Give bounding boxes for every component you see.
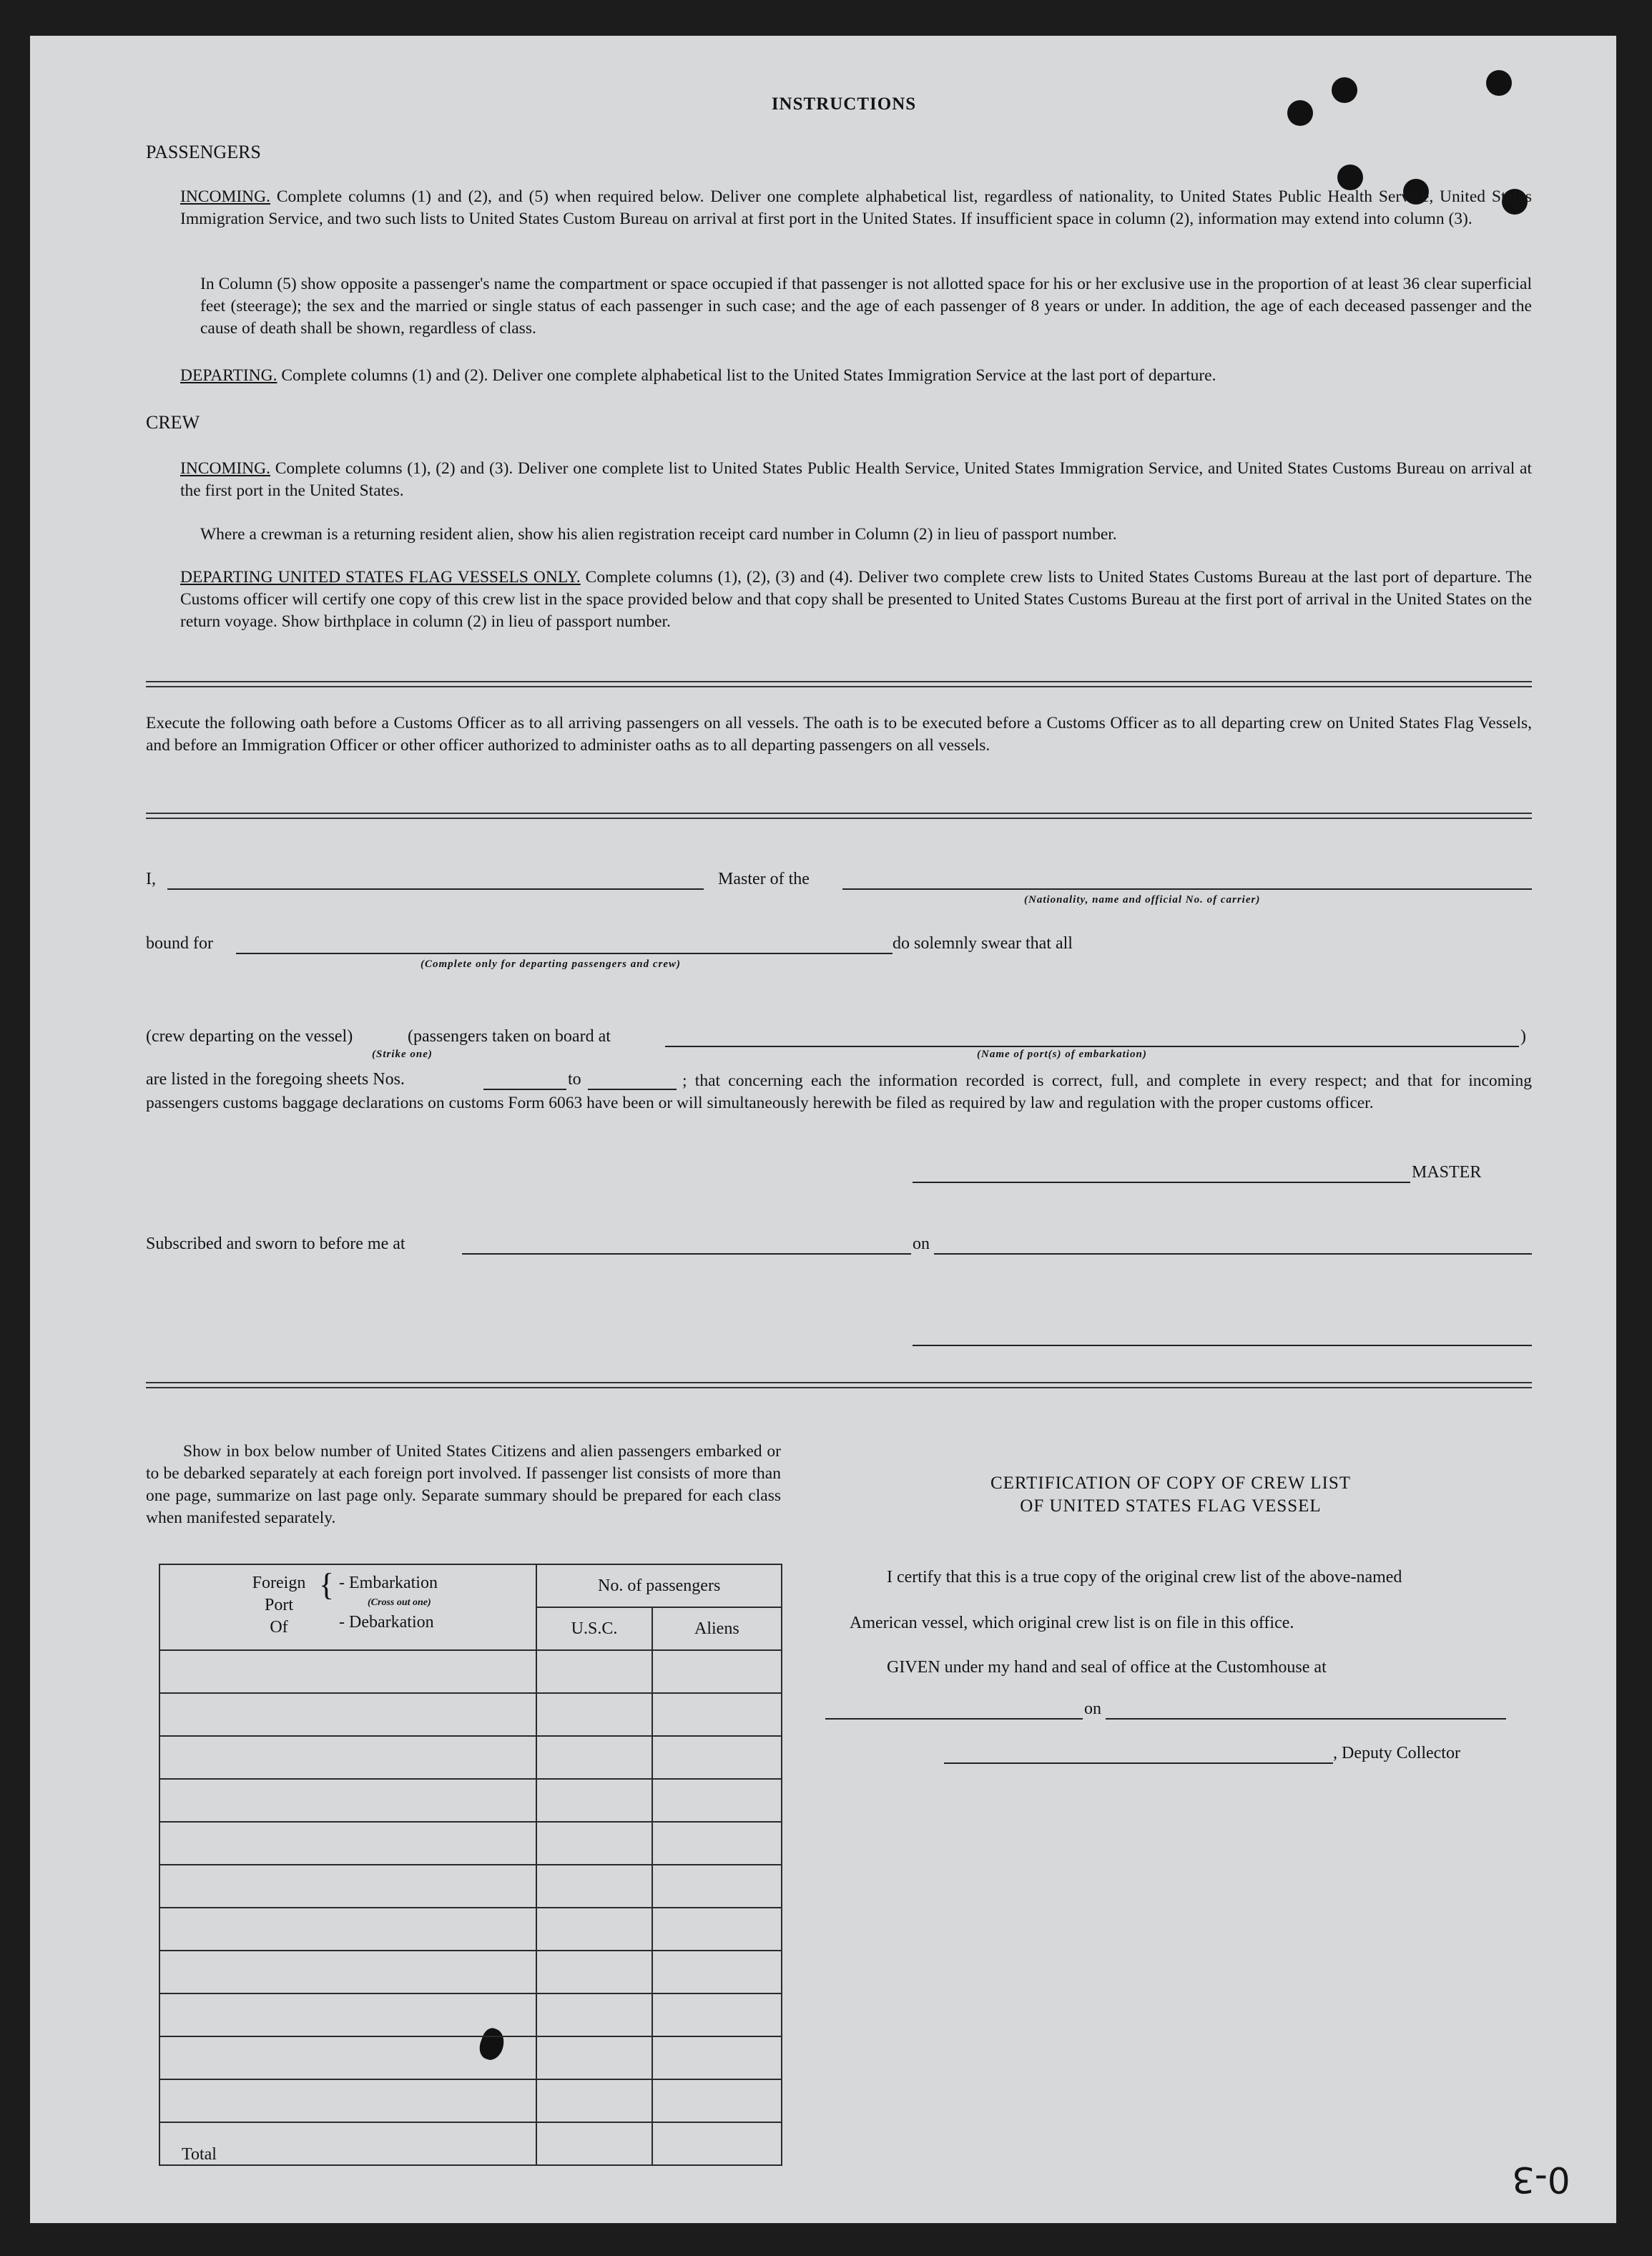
aliens-cell[interactable]	[652, 1951, 782, 1993]
crew-incoming-text: Complete columns (1), (2) and (3). Deliver one complete list to United States Public Health Service, United States Immigration Service, and United States Customs Bureau on arrival at the first port in the United States.	[180, 459, 1532, 500]
embarkation-ports-field[interactable]	[665, 1046, 1519, 1047]
ports-caption: (Name of port(s) of embarkation)	[977, 1049, 1147, 1060]
aliens-cell[interactable]	[652, 1693, 782, 1736]
summary-instructions: Show in box below number of United States Citizens and alien passengers embarked or to be debarked separately at each foreign port involved. If passenger list consists of more than one page, summarize on last page only. Separate summary should be prepared for each class when manifested separately.	[146, 1442, 781, 1527]
total-label: Total	[159, 2122, 536, 2165]
port-cell[interactable]	[159, 1779, 536, 1822]
port-cell[interactable]	[159, 1650, 536, 1693]
carrier-caption: (Nationality, name and official No. of carrier)	[1024, 894, 1261, 906]
crew-departing-text: Complete columns (1), (2), (3) and (4). Deliver two complete crew lists to United States Customs Bureau at the last port of departure. The Customs officer will certify one copy of this crew list in the space provided below and that copy shall be presented to United States Customs Bureau at the first port of arrival in the United States on the return voyage. Show birthplace in column (2) in lieu of passport number.	[180, 568, 1533, 631]
of-label: Of	[270, 1618, 288, 1637]
usc-cell[interactable]	[536, 1865, 652, 1908]
section-divider	[146, 1382, 1532, 1388]
oath-i-label: I,	[146, 870, 156, 888]
no-of-passengers-header: No. of passengers	[536, 1564, 782, 1607]
usc-cell[interactable]	[536, 1779, 652, 1822]
punch-hole	[1486, 70, 1512, 96]
usc-cell[interactable]	[536, 1822, 652, 1865]
table-row	[159, 1908, 782, 1951]
usc-cell[interactable]	[536, 2036, 652, 2079]
subscribed-label: Subscribed and sworn to before me at	[146, 1235, 405, 1253]
strike-caption: (Strike one)	[372, 1049, 433, 1060]
officer-signature-field[interactable]	[913, 1345, 1532, 1346]
usc-cell[interactable]	[536, 1993, 652, 2036]
aliens-cell[interactable]	[652, 1650, 782, 1693]
aliens-cell[interactable]	[652, 1865, 782, 1908]
master-of-label: Master of the	[718, 870, 810, 888]
listed-prefix: are listed in the foregoing sheets Nos.	[146, 1070, 405, 1089]
certification-on-label: on	[1084, 1700, 1101, 1718]
certification-title-line1: CERTIFICATION OF COPY OF CREW LIST	[990, 1473, 1352, 1493]
passenger-summary-table	[159, 1564, 782, 2166]
table-row	[159, 2079, 782, 2122]
table-row	[159, 1822, 782, 1865]
foreign-label: Foreign	[252, 1574, 306, 1592]
total-usc-cell[interactable]	[536, 2122, 652, 2165]
port-cell[interactable]	[159, 1693, 536, 1736]
aliens-header: Aliens	[652, 1607, 782, 1650]
port-cell[interactable]	[159, 1951, 536, 1993]
port-cell[interactable]	[159, 1865, 536, 1908]
embarkation-option[interactable]: - Embarkation	[339, 1574, 438, 1592]
usc-cell[interactable]	[536, 1908, 652, 1951]
port-cell[interactable]	[159, 1993, 536, 2036]
section-divider	[146, 681, 1532, 687]
certification-title-line2: OF UNITED STATES FLAG VESSEL	[1020, 1496, 1322, 1516]
port-cell[interactable]	[159, 1736, 536, 1779]
listed-text	[146, 1070, 1532, 1114]
usc-cell[interactable]	[536, 1951, 652, 1993]
crew-incoming-paragraph	[180, 458, 1532, 502]
bound-for-field[interactable]	[236, 953, 893, 954]
debarkation-option[interactable]: - Debarkation	[339, 1613, 434, 1632]
sworn-place-field[interactable]	[462, 1253, 911, 1255]
port-header-cell	[159, 1564, 536, 1650]
to-label: to	[568, 1070, 581, 1089]
table-row	[159, 1865, 782, 1908]
given-line: GIVEN under my hand and seal of office at the Customhouse at	[887, 1658, 1327, 1677]
passengers-heading: PASSENGERS	[146, 142, 261, 162]
crew-heading: CREW	[146, 412, 200, 433]
total-aliens-cell[interactable]	[652, 2122, 782, 2165]
master-label: MASTER	[1412, 1163, 1482, 1182]
aliens-cell[interactable]	[652, 1779, 782, 1822]
passengers-departing-text: Complete columns (1) and (2). Deliver one complete alphabetical list to the United States Immigration Service at the last port of departure.	[281, 366, 1216, 385]
passengers-departing-label: DEPARTING.	[180, 366, 277, 385]
sworn-on-label: on	[913, 1235, 930, 1253]
section-divider	[146, 813, 1532, 819]
sworn-date-field[interactable]	[934, 1253, 1532, 1255]
certify-line2: American vessel, which original crew list is on file in this office.	[850, 1614, 1294, 1632]
passengers-incoming-paragraph	[180, 186, 1532, 230]
port-label: Port	[264, 1596, 293, 1614]
aliens-cell[interactable]	[652, 1822, 782, 1865]
usc-cell[interactable]	[536, 1736, 652, 1779]
usc-cell[interactable]	[536, 1693, 652, 1736]
total-row	[159, 2122, 782, 2165]
deputy-collector-label: , Deputy Collector	[1333, 1744, 1460, 1762]
port-cell[interactable]	[159, 1822, 536, 1865]
aliens-cell[interactable]	[652, 2036, 782, 2079]
master-name-field[interactable]	[167, 888, 704, 890]
certification-date-field[interactable]	[1106, 1718, 1506, 1720]
table-row	[159, 1693, 782, 1736]
customhouse-field[interactable]	[825, 1718, 1083, 1720]
usc-cell[interactable]	[536, 2079, 652, 2122]
brace-mark: {	[319, 1567, 335, 1602]
certify-line1: I certify that this is a true copy of the original crew list of the above-named	[887, 1568, 1402, 1586]
table-row	[159, 1951, 782, 1993]
table-row	[159, 1736, 782, 1779]
bound-for-label: bound for	[146, 934, 213, 953]
usc-cell[interactable]	[536, 1650, 652, 1693]
aliens-cell[interactable]	[652, 1908, 782, 1951]
column5-paragraph: In Column (5) show opposite a passenger's name the compartment or space occupied if that passenger is not allotted space for his or her exclusive use in the proportion of at least 36 clear superficial feet (steerage); the sex and the married or single status of each passenger in such case; and the age of each passenger of 8 years or under. In addition, the age of each deceased passenger and the cause of death shall be shown, regardless of class.	[200, 275, 1532, 338]
passengers-departing-paragraph	[180, 365, 1532, 387]
passengers-taken-option: (passengers taken on board at	[408, 1027, 611, 1046]
handwritten-note: 0-3	[1512, 2159, 1570, 2200]
closing-paren: )	[1520, 1027, 1526, 1046]
usc-header: U.S.C.	[536, 1607, 652, 1650]
table-row	[159, 1779, 782, 1822]
document-page	[30, 36, 1616, 2223]
port-cell[interactable]	[159, 1908, 536, 1951]
table-row	[159, 2036, 782, 2079]
crew-departing-label: DEPARTING UNITED STATES FLAG VESSELS ONLY.	[180, 568, 581, 587]
port-cell[interactable]	[159, 2079, 536, 2122]
aliens-cell[interactable]	[652, 1736, 782, 1779]
certification-title	[810, 1472, 1532, 1518]
swear-text: do solemnly swear that all	[893, 934, 1073, 953]
crew-departing-option: (crew departing on the vessel)	[146, 1027, 353, 1046]
instructions-title: INSTRUCTIONS	[771, 94, 917, 114]
bound-caption: (Complete only for departing passengers and crew)	[421, 958, 681, 970]
carrier-field[interactable]	[842, 888, 1532, 890]
master-signature-field[interactable]	[913, 1182, 1410, 1183]
passengers-incoming-label: INCOMING.	[180, 187, 270, 206]
aliens-cell[interactable]	[652, 2079, 782, 2122]
oath-intro: Execute the following oath before a Customs Officer as to all arriving passengers on all vessels. The oath is to be executed before a Customs Officer as to all departing crew on United States Flag Vessels, and before an Immigration Officer or other officer authorized to administer oaths as to all departing passengers on all vessels.	[146, 714, 1532, 755]
table-row	[159, 1993, 782, 2036]
port-cell[interactable]	[159, 2036, 536, 2079]
resident-alien-paragraph: Where a crewman is a returning resident alien, show his alien registration receipt card number in Column (2) in lieu of passport number.	[200, 525, 1117, 544]
crew-incoming-label: INCOMING.	[180, 459, 270, 478]
listed-text-body: ; that concerning each the information recorded is correct, full, and complete in every respect; and that for incoming passengers customs baggage declarations on customs Form 6063 have been or will simultaneously herewith be filed as required by law and regulation with the proper customs officer.	[146, 1071, 1532, 1112]
cross-out-caption: (Cross out one)	[368, 1597, 431, 1608]
crew-departing-paragraph	[180, 567, 1532, 633]
table-row	[159, 1650, 782, 1693]
passengers-incoming-text: Complete columns (1) and (2), and (5) when required below. Deliver one complete alphabetical list, regardless of nationality, to United States Public Health Service, United States Immigration Service, and two such lists to United States Custom Bureau on arrival at first port in the United States. If insufficient space in column (2), information may extend into column (3).	[180, 187, 1533, 228]
aliens-cell[interactable]	[652, 1993, 782, 2036]
deputy-signature-field[interactable]	[944, 1762, 1333, 1764]
